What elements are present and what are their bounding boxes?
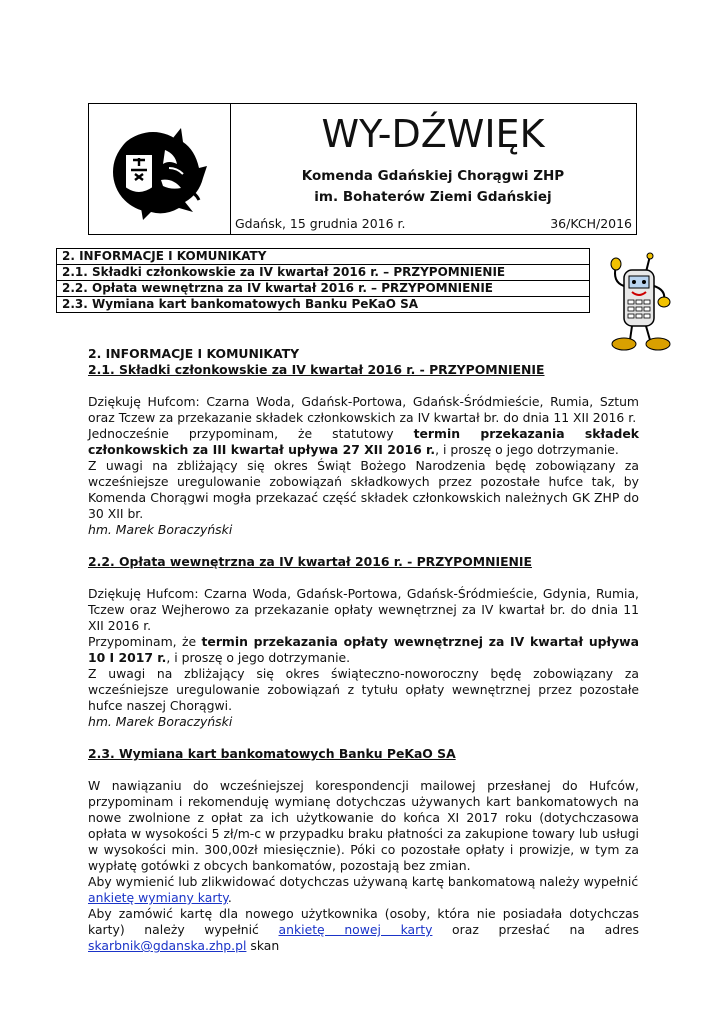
s22-paragraph-1: Dziękuję Hufcom: Czarna Woda, Gdańsk-Portowa, Gdańsk-Śródmieście, Gdynia, Rumia, Tczew oraz Wejherowo za przekazanie opłaty wewnętrznej za IV kwartał br. do dnia 11 XII 2016 r. [88,586,639,633]
phone-mascot-icon [608,252,678,352]
s23-paragraph-3: Aby zamówić kartę dla nowego użytkownika (osoby, która nie posiadała dotychczas karty) należy wypełnić ankietę nowej karty oraz przesłać na adres skarbnik@gdanska.zhp.pl skan [88,906,639,953]
s21-deadline: termin przekazania składek członkowskich za III kwartał upływa 27 XII 2016 r. [88,426,639,457]
section-2-3-heading: 2.3. Wymiana kart bankomatowych Banku PeKaO SA [88,746,456,761]
toc-item[interactable]: 2. INFORMACJE I KOMUNIKATY [57,249,590,265]
s22-deadline: termin przekazania opłaty wewnętrznej za IV kwartał upływa 10 I 2017 r. [88,634,639,665]
toc-row [57,265,590,281]
exchange-form-link[interactable]: ankietę wymiany karty [88,890,228,905]
toc-item[interactable]: 2.1. Składki członkowskie za IV kwartał 2016 r. – PRZYPOMNIENIE [57,265,590,281]
header-subtitle-1: Komenda Gdańskiej Chorągwi ZHP [301,168,565,184]
s22-paragraph-2: Przypominam, że termin przekazania opłaty wewnętrznej za IV kwartał upływa 10 I 2017 r., i proszę o jego dotrzymanie. [88,634,639,665]
new-card-form-link[interactable]: ankietę nowej karty [278,922,433,937]
newsletter-title: WY-DŹWIĘK [321,112,545,156]
section-2-2-heading: 2.2. Opłata wewnętrzna za IV kwartał 2016 r. - PRZYPOMNIENIE [88,554,532,569]
s21-paragraph-1: Dziękuję Hufcom: Czarna Woda, Gdańsk-Portowa, Gdańsk-Śródmieście, Rumia, Sztum oraz Tczew za przekazanie składek członkowskich za IV kwartał br. do dnia 11 XII 2016 r. [88,394,639,425]
s21-signature: hm. Marek Boraczyński [88,522,233,537]
toc-row [57,249,590,265]
header-box [88,103,637,235]
s23-paragraph-2: Aby wymienić lub zlikwidować dotychczas używaną kartę bankomatową należy wypełnić ankietę wymiany karty. [88,874,639,905]
email-link[interactable]: skarbnik@gdanska.zhp.pl [88,938,247,953]
s21-paragraph-2: Jednocześnie przypominam, że statutowy termin przekazania składek członkowskich za III kwartał upływa 27 XII 2016 r., i proszę o jego dotrzymanie. [88,426,639,457]
s22-signature: hm. Marek Boraczyński [88,714,233,729]
toc-item[interactable]: 2.2. Opłata wewnętrzna za IV kwartał 2016 r. – PRZYPOMNIENIE [57,281,590,297]
logo-cell [89,104,231,234]
s23-paragraph-1: W nawiązaniu do wcześniejszej korespondencji mailowej przesłanej do Hufców, przypominam i rekomenduję wymianę dotychczas używanych kart bankomatowych na nowe zwolnione z opłat za ich użytkowanie do końca XI 2017 roku (dotychczasowa opłata w wysokości 5 zł/m-c w przypadku braku płatności za zakupione towary lub usługi w wysokości min. 300,00zł miesięcznie). Póki co pozostałe opłaty i prowizje, w tym za wypłatę gotówki z obcych bankomatów, pozostają bez zmian. [88,778,639,873]
section-2-1-heading: 2.1. Składki członkowskie za IV kwartał 2016 r. - PRZYPOMNIENIE [88,362,545,377]
header-subtitle-2: im. Bohaterów Ziemi Gdańskiej [314,189,552,205]
issue-date: Gdańsk, 15 grudnia 2016 r. [235,216,406,231]
table-of-contents [56,248,590,313]
toc-row [57,297,590,313]
section-heading: 2. INFORMACJE I KOMUNIKATY [88,346,300,361]
griffin-emblem-icon [103,120,215,220]
toc-row [57,281,590,297]
toc-item[interactable]: 2.3. Wymiana kart bankomatowych Banku PeKaO SA [57,297,590,313]
s21-paragraph-3: Z uwagi na zbliżający się okres Świąt Bożego Narodzenia będę zobowiązany za wcześniejsze uregulowanie zobowiązań składkowych przez pozostałe hufce tak, by Komenda Chorągwi mogła przekazać część składek członkowskich należnych GK ZHP do 30 XII br. [88,458,639,521]
issue-number: 36/KCH/2016 [550,216,632,231]
newsletter-body [88,346,639,954]
s22-paragraph-3: Z uwagi na zbliżający się okres świąteczno-noworoczny będę zobowiązany za wcześniejsze uregulowanie zobowiązań z tytułu opłaty wewnętrznej przez pozostałe hufce naszej Chorągwi. [88,666,639,713]
